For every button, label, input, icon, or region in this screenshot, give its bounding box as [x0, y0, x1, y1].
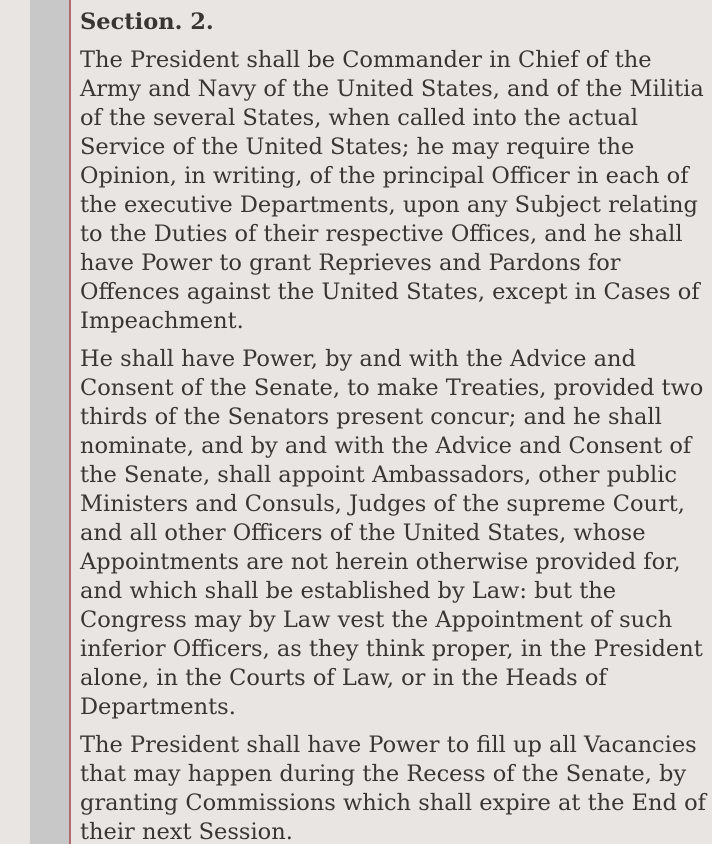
text-line: to the Duties of their respective Offices, and he shall: [80, 221, 683, 247]
paragraph-commander-in-chief: [80, 46, 706, 336]
section-heading: Section. 2.: [80, 9, 214, 35]
text-line: their next Session.: [80, 819, 293, 844]
text-line: inferior Officers, as they think proper, in the President: [80, 636, 703, 662]
section-content: [80, 8, 706, 844]
text-line: The President shall have Power to fill up all Vacancies: [80, 732, 697, 758]
text-line: Ministers and Consuls, Judges of the supreme Court,: [80, 491, 685, 517]
text-line: nominate, and by and with the Advice and Consent of: [80, 433, 692, 459]
text-line: alone, in the Courts of Law, or in the Heads of: [80, 665, 607, 691]
text-line: Army and Navy of the United States, and of the Militia: [80, 76, 704, 102]
text-line: Offences against the United States, except in Cases of: [80, 279, 700, 305]
text-line: have Power to grant Reprieves and Pardons for: [80, 250, 621, 276]
text-line: the executive Departments, upon any Subject relating: [80, 192, 698, 218]
text-line: of the several States, when called into the actual: [80, 105, 639, 131]
text-line: Departments.: [80, 694, 236, 720]
left-margin-gutter: [30, 0, 69, 844]
text-line: granting Commissions which shall expire at the End of: [80, 790, 706, 816]
text-line: that may happen during the Recess of the Senate, by: [80, 761, 687, 787]
text-line: Congress may by Law vest the Appointment of such: [80, 607, 673, 633]
paragraph-treaties-appointments: [80, 345, 706, 722]
text-line: and all other Officers of the United States, whose: [80, 520, 646, 546]
text-line: the Senate, shall appoint Ambassadors, other public: [80, 462, 677, 488]
text-line: Impeachment.: [80, 308, 244, 334]
text-line: Service of the United States; he may require the: [80, 134, 635, 160]
text-line: He shall have Power, by and with the Advice and: [80, 346, 636, 372]
text-line: Consent of the Senate, to make Treaties, provided two: [80, 375, 704, 401]
text-line: Opinion, in writing, of the principal Officer in each of: [80, 163, 689, 189]
paragraph-recess-vacancies: [80, 731, 706, 844]
text-line: and which shall be established by Law: but the: [80, 578, 617, 604]
text-line: thirds of the Senators present concur; and he shall: [80, 404, 662, 430]
margin-rule-line: [69, 0, 71, 844]
text-line: Appointments are not herein otherwise provided for,: [80, 549, 681, 575]
text-line: The President shall be Commander in Chief of the: [80, 47, 652, 73]
